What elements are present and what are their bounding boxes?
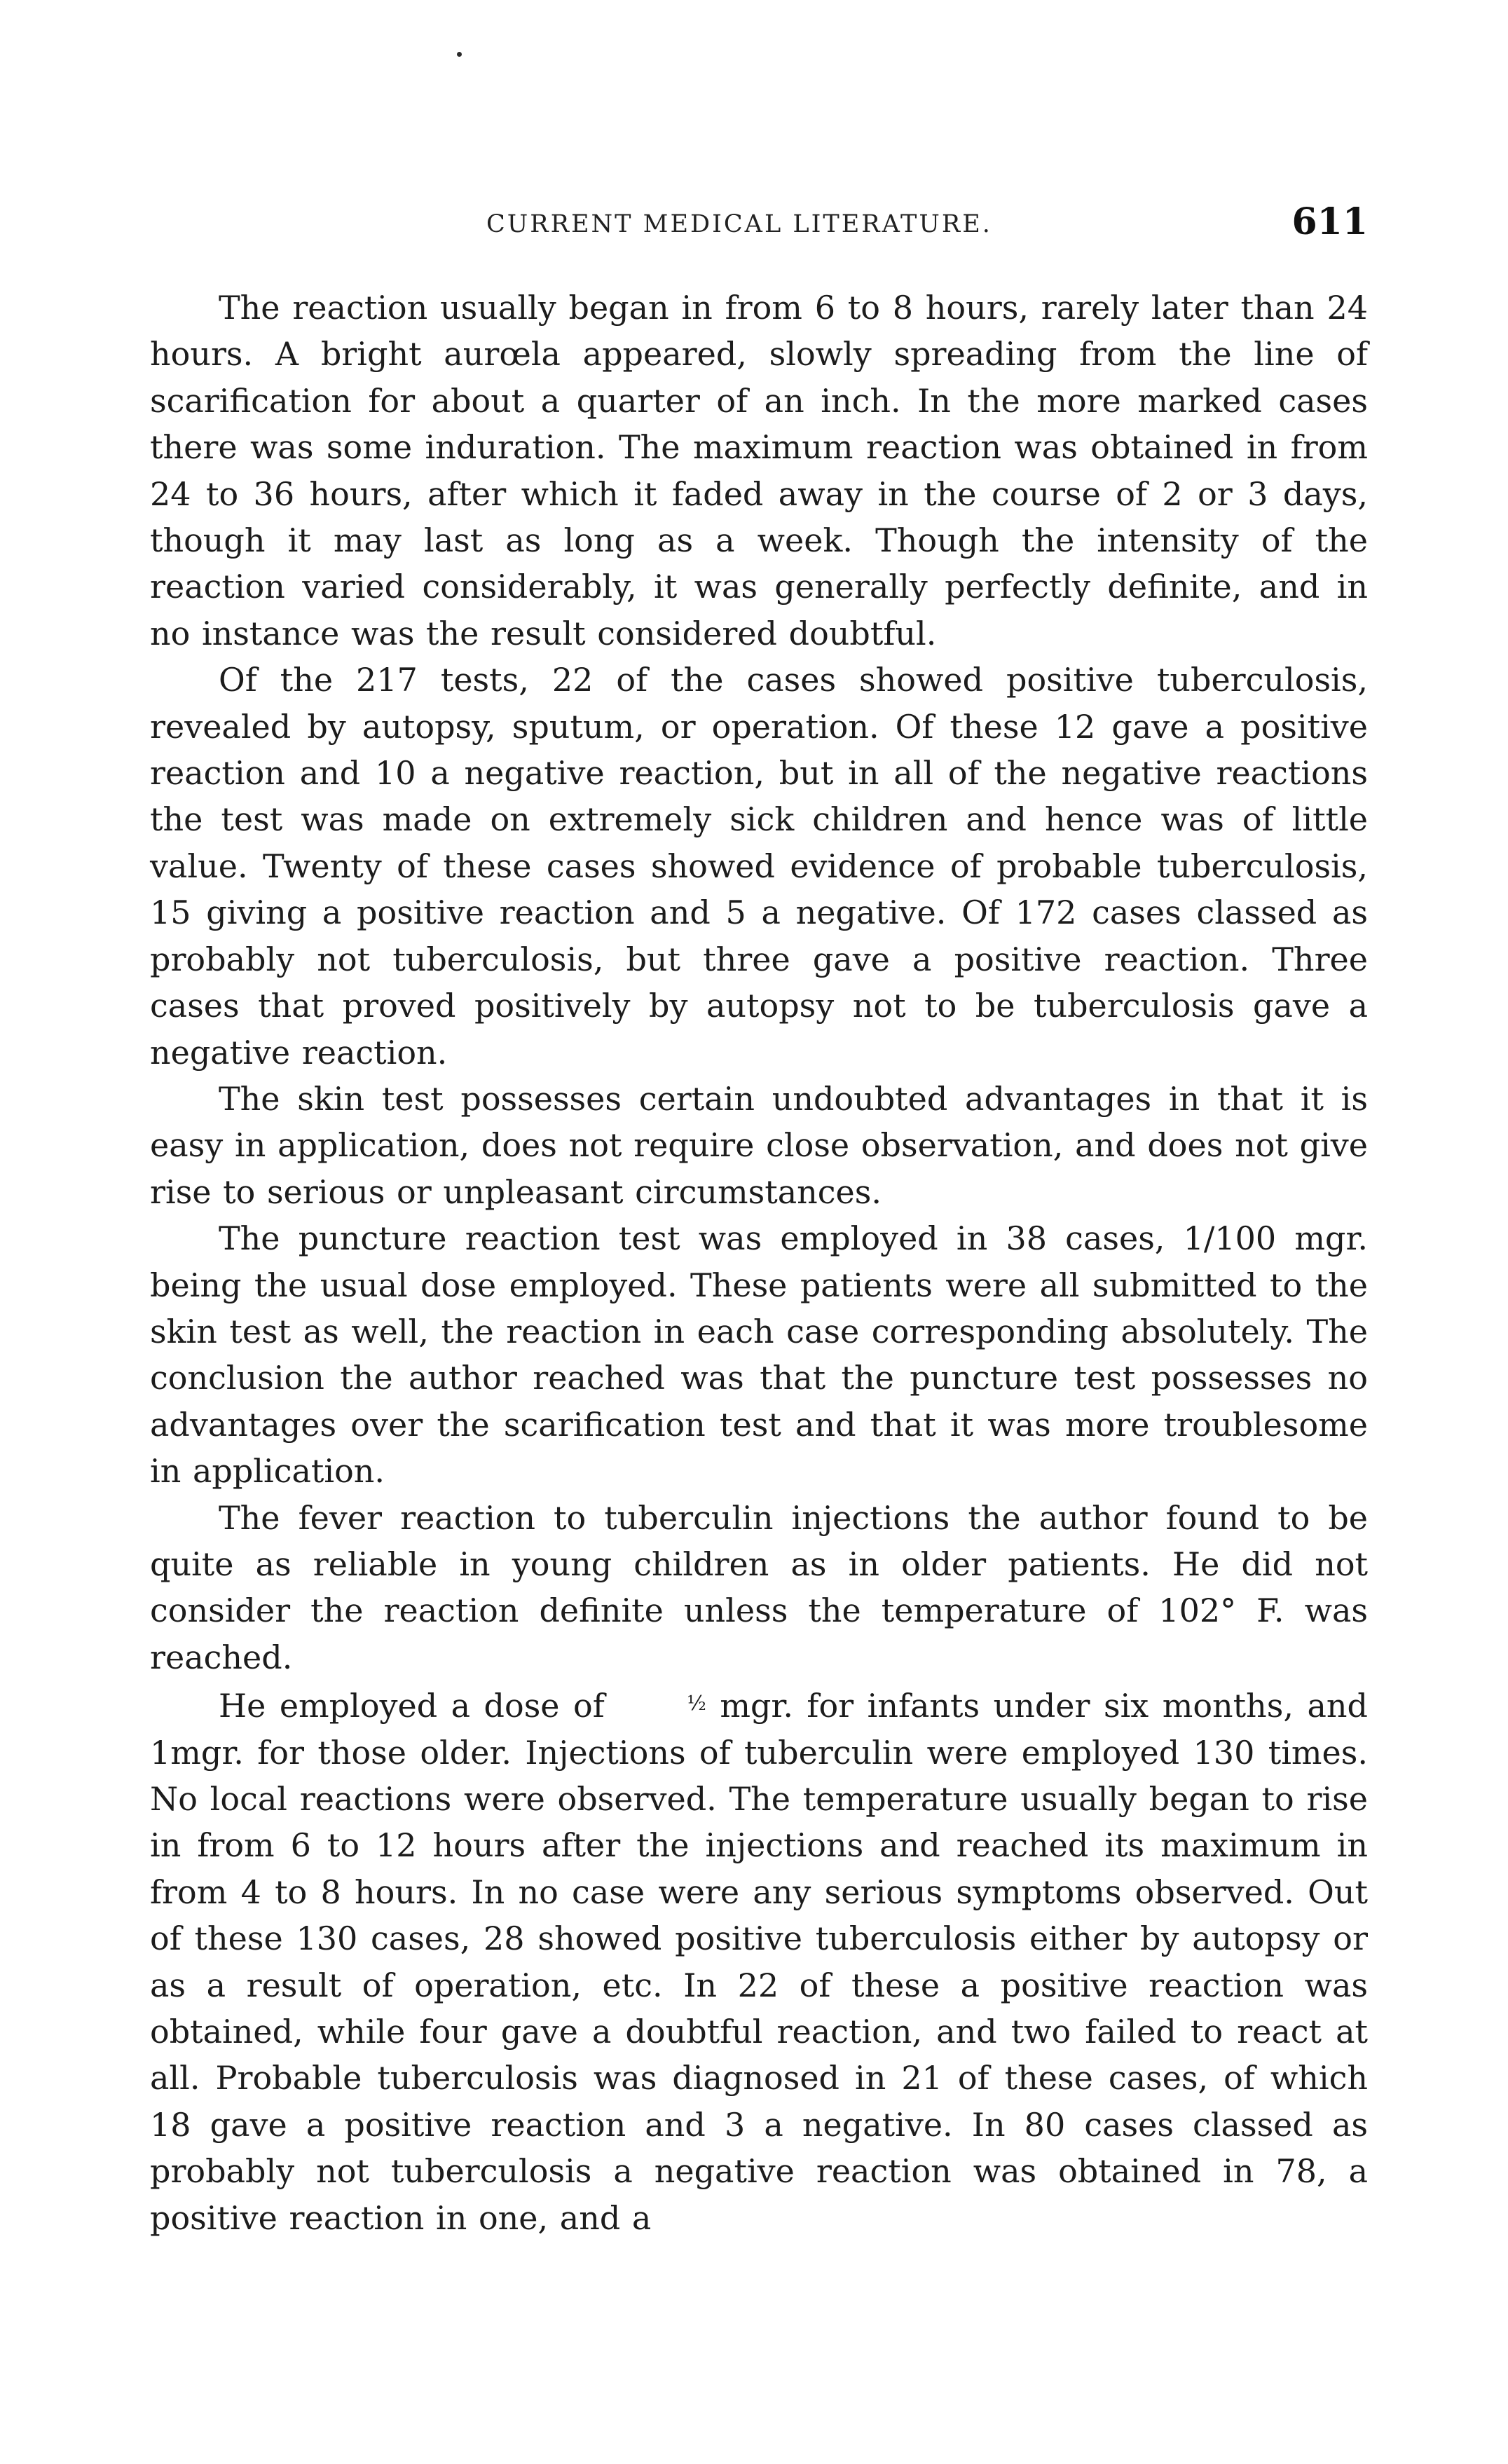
page-number: 611 (1291, 200, 1368, 243)
running-title: CURRENT MEDICAL LITERATURE. (486, 210, 992, 238)
paragraph-puncture-test: The puncture reaction test was employed in 38 cases, 1/100 mgr. being the usual dose employed. These patients were all submitted to the skin test as well, the reaction in each case corresponding absolutely. The conclusion the author reached was that the puncture test possesses no advantages over the scarification test and that it was more troublesome in application. (150, 1219, 1368, 1491)
dose-text-rest: mgr. for infants under six months, and 1mgr. for those older. Injections of tuberculin were employed 130 times. No local reactions were observed. The temperature usually began to rise in from 6 to 12 hours after the injections and reached its maximum in from 4 to 8 hours. In no case were any serious symptoms observed. Out of these 130 cases, 28 showed positive tuberculosis either by autopsy or as a result of operation, etc. In 22 of these a positive reaction was obtained, while four gave a doubtful reaction, and two failed to react at all. Probable tuberculosis was diagnosed in 21 of these cases, of which 18 gave a positive reaction and 3 a negative. In 80 cases classed as probably not tuberculosis a negative reaction was obtained in 78, a positive reaction in one, and a (150, 1687, 1368, 2237)
paragraph-skin-test-advantages: The skin test possesses certain undoubted advantages in that it is easy in application, does not require close observation, and does not give rise to serious or unpleasant circumstances. (150, 1079, 1368, 1211)
text-body (150, 285, 1368, 2241)
print-speck (457, 52, 462, 57)
paragraph-test-results: Of the 217 tests, 22 of the cases showed positive tuberculosis, revealed by autopsy, sputum, or operation. Of these 12 gave a positive reaction and 10 a negative reaction, but in all of the negative reactions the test was made on extremely sick children and hence was of little value. Twenty of these cases showed evidence of probable tuberculosis, 15 giving a positive reaction and 5 a negative. Of 172 cases classed as probably not tuberculosis, but three gave a positive reaction. Three cases that proved positively by autopsy not to be tuberculosis gave a negative reaction. (150, 661, 1368, 1072)
paragraph-reaction-onset: The reaction usually began in from 6 to 8 hours, rarely later than 24 hours. A bright aurœla appeared, slowly spreading from the line of scarification for about a quarter of an inch. In the more marked cases there was some induration. The maximum reaction was obtained in from 24 to 36 hours, after which it faded away in the course of 2 or 3 days, though it may last as long as a week. Though the intensity of the reaction varied considerably, it was generally perfectly definite, and in no instance was the result considered doubtful. (150, 289, 1368, 652)
running-head (150, 200, 1368, 249)
paragraph-injection-dose (150, 1681, 1368, 2241)
paragraph-fever-reaction: The fever reaction to tuberculin injections the author found to be quite as reliable in young children as in older patients. He did not consider the reaction definite unless the temperature of 102° F. was reached. (150, 1498, 1368, 1676)
dose-fraction: ½ (687, 1692, 706, 1716)
dose-text-start: He employed a dose of (219, 1687, 605, 1725)
